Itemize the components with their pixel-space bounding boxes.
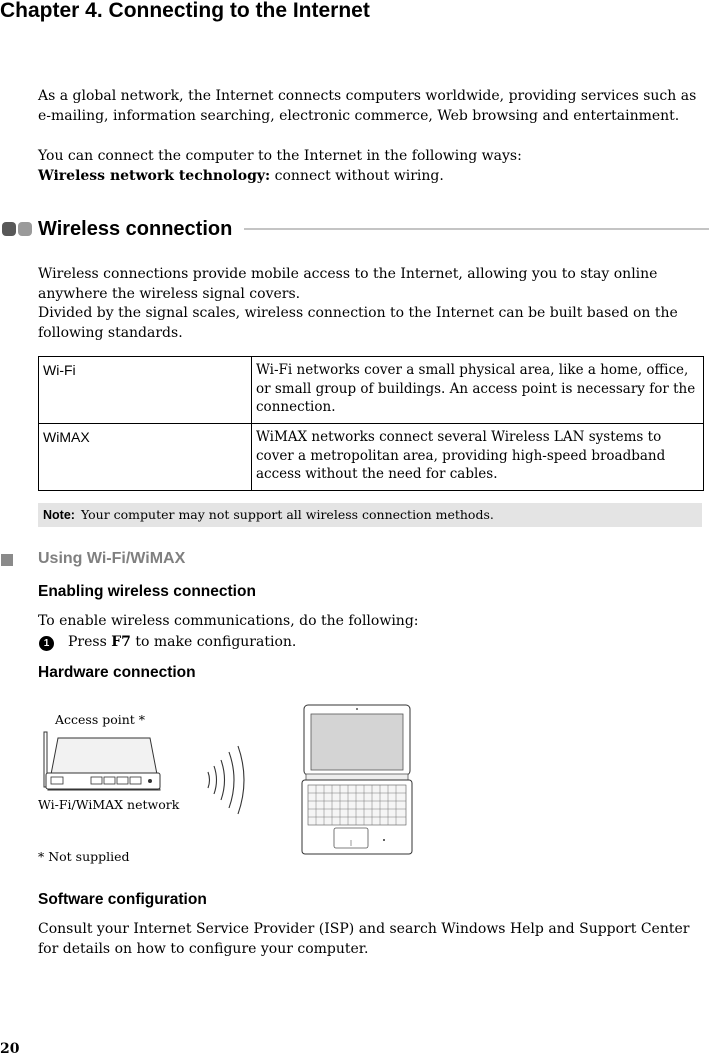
not-supplied-label: * Not supplied — [38, 849, 130, 864]
laptop-icon — [302, 705, 412, 854]
connection-ways — [38, 147, 706, 186]
table-row — [39, 357, 704, 424]
step-rest: to make configuration. — [130, 634, 297, 650]
connection-ways-text: You can connect the computer to the Internet in the following ways: — [38, 148, 522, 164]
wireless-tech-line — [38, 167, 706, 187]
standard-description: WiMAX networks connect several Wireless LAN systems to cover a metropolitan area, providing high-speed broadband access without the need for cables. — [252, 424, 704, 491]
table-row — [39, 424, 704, 491]
page-number: 20 — [0, 1041, 20, 1057]
note-text: Your computer may not support all wireless connection methods. — [80, 507, 494, 522]
step-number-icon: 1 — [39, 636, 54, 651]
network-label: Wi-Fi/WiMAX network — [38, 797, 180, 812]
enable-heading: Enabling wireless connection — [38, 583, 256, 600]
software-text: Consult your Internet Service Provider (ISP) and search Windows Help and Support Center for details on how to configure your computer. — [38, 921, 690, 957]
step-key: F7 — [111, 634, 131, 650]
wireless-description — [38, 265, 706, 343]
hardware-heading: Hardware connection — [38, 664, 196, 681]
note-box — [38, 503, 702, 527]
enable-text: To enable wireless communications, do the following: — [38, 613, 419, 629]
section-rule — [244, 228, 709, 230]
standard-name: WiMAX — [39, 424, 252, 491]
subsection-title: Using Wi-Fi/WiMAX — [38, 550, 186, 567]
wireless-para-1: Wireless connections provide mobile access to the Internet, allowing you to stay online anywhere the wireless signal covers. — [38, 266, 658, 302]
section-marker-light — [18, 222, 32, 236]
wireless-para-2: Divided by the signal scales, wireless connection to the Internet can be built based on the following standards. — [38, 305, 678, 341]
wireless-tech-label: Wireless network technology: — [38, 167, 271, 184]
wireless-tech-text: connect without wiring. — [270, 167, 444, 184]
section-marker-dark — [2, 222, 16, 236]
access-point-icon — [44, 732, 160, 790]
access-point-label: Access point * — [55, 712, 146, 727]
standard-name: Wi-Fi — [39, 357, 252, 424]
section-title: Wireless connection — [38, 218, 233, 240]
intro-paragraph: As a global network, the Internet connects computers worldwide, providing services such as e-mailing, information searching, electronic commerce, Web browsing and entertainment. — [38, 88, 697, 124]
step-press: Press — [68, 634, 112, 650]
subsection-bullet-icon — [1, 554, 13, 566]
chapter-title: Chapter 4. Connecting to the Internet — [0, 0, 370, 22]
software-heading: Software configuration — [38, 891, 207, 908]
standards-table — [38, 356, 704, 491]
step-1 — [38, 633, 296, 653]
wireless-signal-icon — [208, 746, 244, 814]
standard-description: Wi-Fi networks cover a small physical area, like a home, office, or small group of buildings. An access point is necessary for the connection. — [252, 357, 704, 424]
note-label: Note: — [43, 508, 75, 522]
section-heading — [0, 216, 709, 242]
